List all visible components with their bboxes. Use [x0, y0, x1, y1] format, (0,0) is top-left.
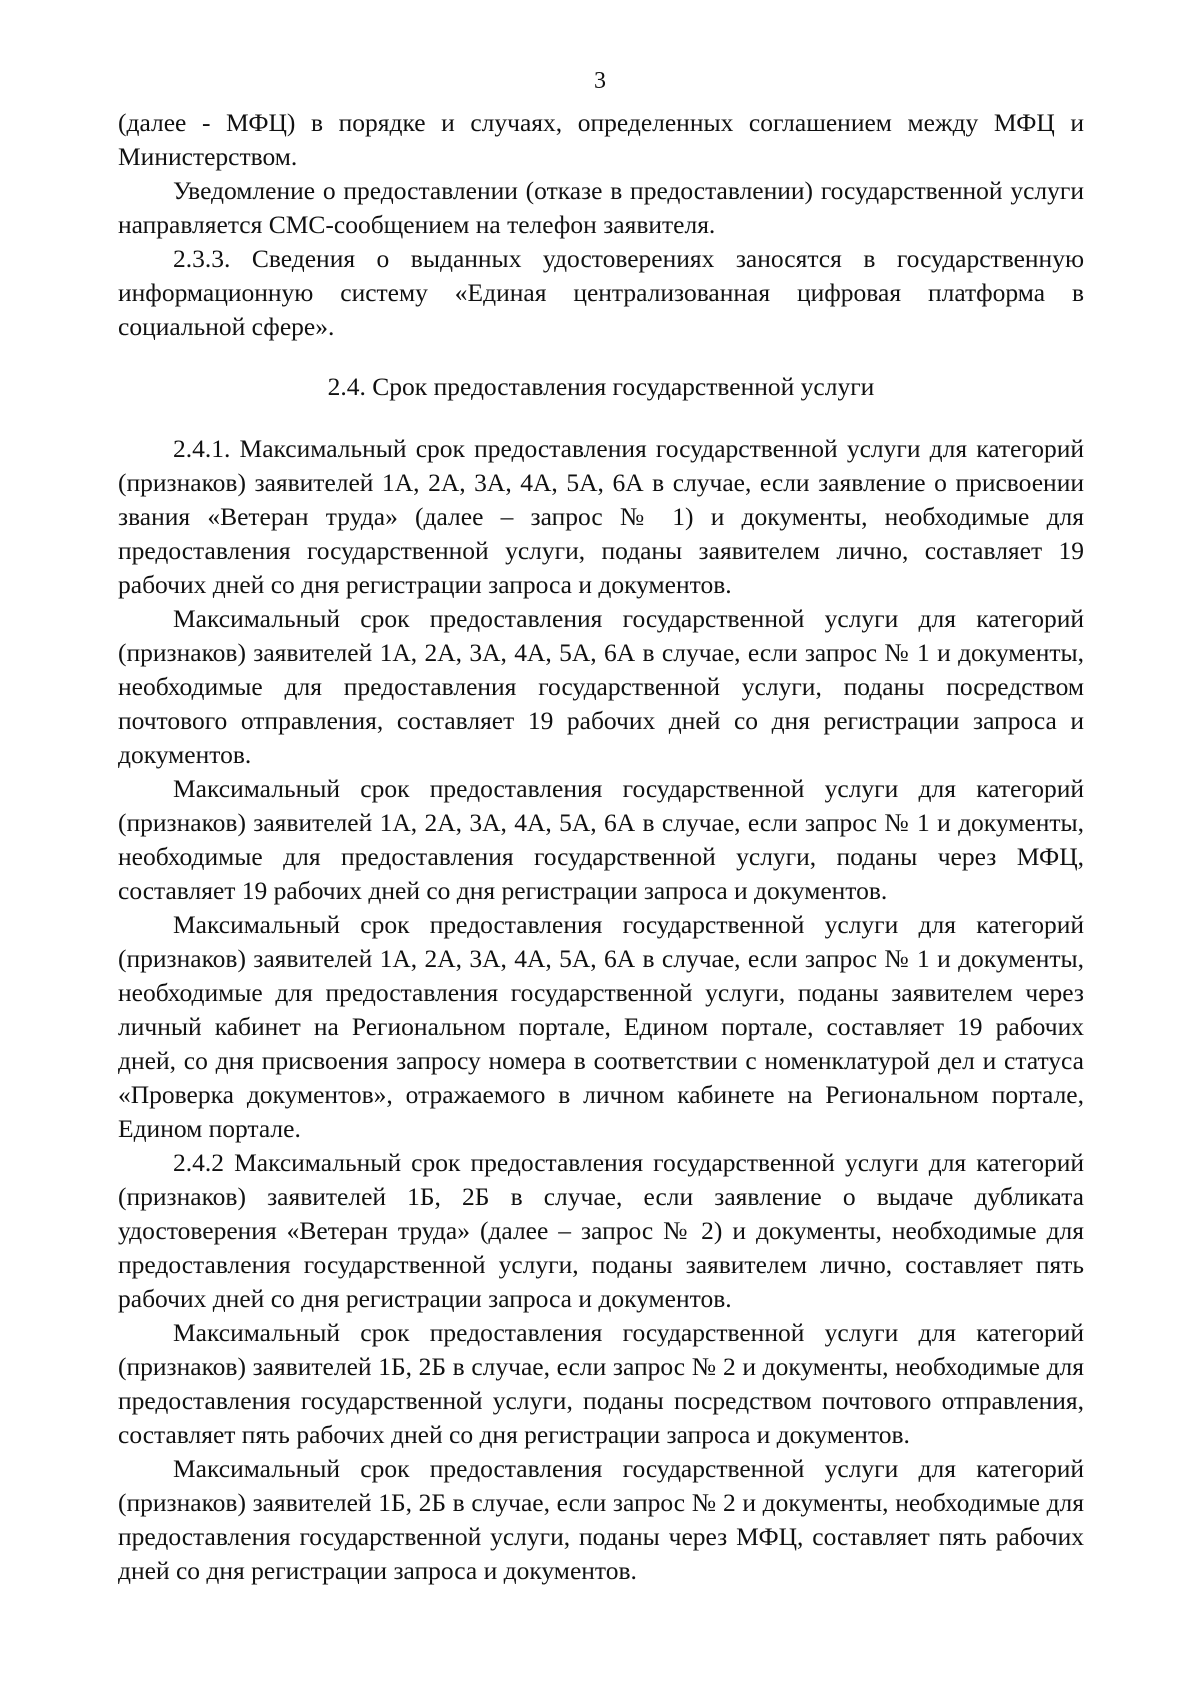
paragraph: Максимальный срок предоставления государственной услуги для категорий (признаков) заявителей 1А, 2А, 3А, 4А, 5А, 6А в случае, если запрос № 1 и документы, необходимые для предоставления государственной услуги, поданы через МФЦ, составляет 19 рабочих дней со дня регистрации запроса и документов.: [118, 774, 1084, 905]
paragraph-continuation: (далее - МФЦ) в порядке и случаях, определенных соглашением между МФЦ и Министерством.: [118, 108, 1084, 171]
paragraph-2-4-1: 2.4.1. Максимальный срок предоставления государственной услуги для категорий (признаков) заявителей 1А, 2А, 3А, 4А, 5А, 6А в случае, если заявление о присвоении звания «Ветеран труда» (далее – запрос № 1) и документы, необходимые для предоставления государственной услуги, поданы заявителем лично, составляет 19 рабочих дней со дня регистрации запроса и документов.: [118, 434, 1084, 599]
paragraph: Максимальный срок предоставления государственной услуги для категорий (признаков) заявителей 1А, 2А, 3А, 4А, 5А, 6А в случае, если запрос № 1 и документы, необходимые для предоставления государственной услуги, поданы посредством почтового отправления, составляет 19 рабочих дней со дня регистрации запроса и документов.: [118, 604, 1084, 769]
section-heading: 2.4. Срок предоставления государственной услуги: [327, 372, 875, 401]
paragraph: Максимальный срок предоставления государственной услуги для категорий (признаков) заявителей 1Б, 2Б в случае, если запрос № 2 и документы, необходимые для предоставления государственной услуги, поданы через МФЦ, составляет пять рабочих дней со дня регистрации запроса и документов.: [118, 1454, 1084, 1585]
document-body: [118, 106, 1084, 1588]
paragraph: Уведомление о предоставлении (отказе в предоставлении) государственной услуги направляется СМС-сообщением на телефон заявителя.: [118, 176, 1084, 239]
paragraph-2-3-3: 2.3.3. Сведения о выданных удостоверениях заносятся в государственную информационную систему «Единая централизованная цифровая платформа в социальной сфере».: [118, 244, 1084, 341]
paragraph: Максимальный срок предоставления государственной услуги для категорий (признаков) заявителей 1Б, 2Б в случае, если запрос № 2 и документы, необходимые для предоставления государственной услуги, поданы посредством почтового отправления, составляет пять рабочих дней со дня регистрации запроса и документов.: [118, 1318, 1084, 1449]
paragraph-2-4-2: 2.4.2 Максимальный срок предоставления государственной услуги для категорий (признаков) заявителей 1Б, 2Б в случае, если заявление о выдаче дубликата удостоверения «Ветеран труда» (далее – запрос № 2) и документы, необходимые для предоставления государственной услуги, поданы заявителем лично, составляет пять рабочих дней со дня регистрации запроса и документов.: [118, 1148, 1084, 1313]
paragraph: Максимальный срок предоставления государственной услуги для категорий (признаков) заявителей 1А, 2А, 3А, 4А, 5А, 6А в случае, если запрос № 1 и документы, необходимые для предоставления государственной услуги, поданы заявителем через личный кабинет на Региональном портале, Едином портале, составляет 19 рабочих дней, со дня присвоения запросу номера в соответствии с номенклатурой дел и статуса «Проверка документов», отражаемого в личном кабинете на Региональном портале, Едином портале.: [118, 910, 1084, 1143]
page-number: 3: [594, 68, 606, 94]
